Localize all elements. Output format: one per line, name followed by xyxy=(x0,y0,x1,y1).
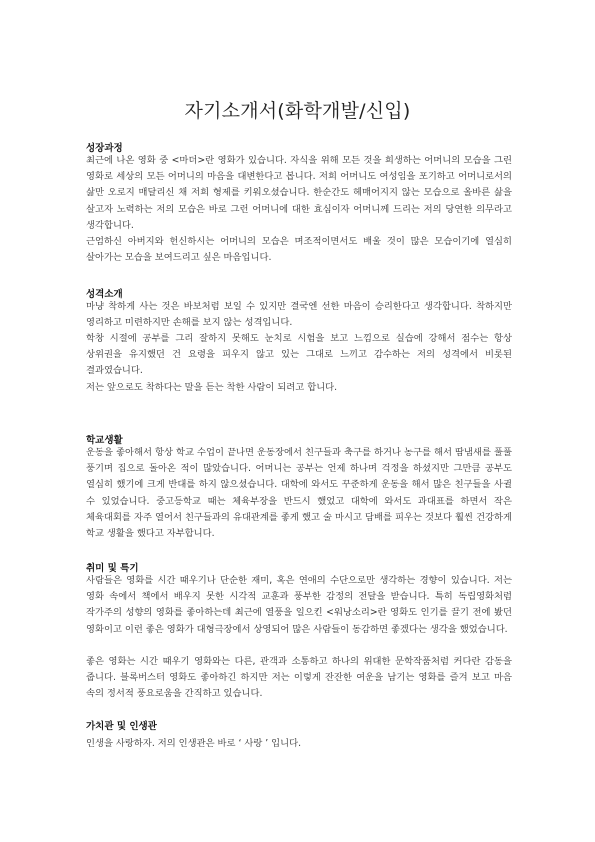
section-heading-personality: 성격소개 xyxy=(86,289,123,300)
section-paragraph: 최근에 나온 영화 중 <마더>란 영화가 있습니다. 자식을 위해 모든 것을 희생하는 어머니의 모습을 그린 영화로 세상의 모든 어머니의 마음을 대변한다고 봅니다. 저희 어머니도 여성임을 포기하고 어머니로서의 삶만 오로지 매달리신 채 저희 형제를 키워오셨습니다. 한순간도 헤매어지지 않는 모습으로 올바른 삶을 살고자 노력하는 저의 모습은 바로 그런 어머니에 대한 효심이자 어머니께 드리는 저의 당연한 의무라고 생각합니다. xyxy=(86,155,512,231)
section-heading-growth: 성장과정 xyxy=(86,143,123,154)
document-title: 자기소개서(화학개발/신입) xyxy=(184,100,411,122)
section-heading-values: 가치관 및 인생관 xyxy=(86,721,157,732)
section-paragraph: 근엄하신 아버지와 헌신하시는 어머니의 모습은 며조적이면서도 배울 것이 많은 모습이기에 열심히 살아가는 모습을 보여드리고 싶은 마음입니다. xyxy=(86,236,512,264)
section-paragraph: 학창 시절에 공부를 그리 잘하지 못해도 눈치로 시험을 보고 느낌으로 실습에 강해서 점수는 항상 상위권을 유지했던 건 요령을 피우지 않고 있는 그대로 느끼고 감수하는 저의 성격에서 비롯된 결과였습니다. xyxy=(86,333,512,377)
section-heading-school-life: 학교생활 xyxy=(86,435,123,446)
section-paragraph: 운동을 좋아해서 항상 학교 수업이 끝나면 운동장에서 친구들과 축구를 하거나 농구를 해서 땀냄새를 풀풀 풍기며 집으로 돌아온 적이 많았습니다. 어머니는 공부는 언제 하나며 걱정을 하셨지만 그만큼 공부도 열심히 했기에 크게 반대를 하지 않으셨습니다. 대학에 와서도 꾸준하게 운동을 해서 많은 친구들을 사귈 수 있었습니다. 중고등학교 때는 체육부장을 반드시 했었고 대학에 와서도 과대표를 하면서 작은 체육대회를 자주 열어서 친구들과의 유대관계를 좋게 했고 술 마시고 담배를 피우는 것보다 훨씬 건강하게 학교 생활을 했다고 자부합니다. xyxy=(86,447,512,540)
section-paragraph: 마냥 착하게 사는 것은 바보처럼 보일 수 있지만 결국엔 선한 마음이 승리한다고 생각합니다. 착하지만 영리하고 미련하지만 손해를 보지 않는 성격입니다. xyxy=(86,301,512,329)
section-paragraph: 사람들은 영화를 시간 때우기나 단순한 재미, 혹은 연애의 수단으로만 생각하는 경향이 있습니다. 저는 영화 속에서 책에서 배우지 못한 시각적 교훈과 풍부한 감정의 전달을 받습니다. 특히 독립영화처럼 작가주의 성향의 영화를 좋아하는데 최근에 열풍을 일으킨 <워낭소리>란 영화도 인기를 끌기 전에 봤던 영화이고 이런 좋은 영화가 대형극장에서 상영되어 많은 사람들이 동감하면 좋겠다는 생각을 했었습니다. xyxy=(86,575,512,635)
section-paragraph: 좋은 영화는 시간 때우기 영화와는 다른, 관객과 소통하고 하나의 위대한 문학작품처럼 커다란 감동을 줍니다. 블록버스터 영화도 좋아하긴 하지만 저는 이렇게 잔잔한 여운을 남기는 영화를 즐겨 보고 마음 속의 정서적 풍요로움을 간직하고 있습니다. xyxy=(86,656,512,700)
section-heading-hobbies: 취미 및 특기 xyxy=(86,563,139,574)
section-paragraph: 인생을 사랑하자. 저의 인생관은 바로 ‘ 사랑 ’ 입니다. xyxy=(86,738,302,749)
section-paragraph: 저는 앞으로도 착하다는 말을 듣는 착한 사람이 되려고 합니다. xyxy=(86,382,338,393)
